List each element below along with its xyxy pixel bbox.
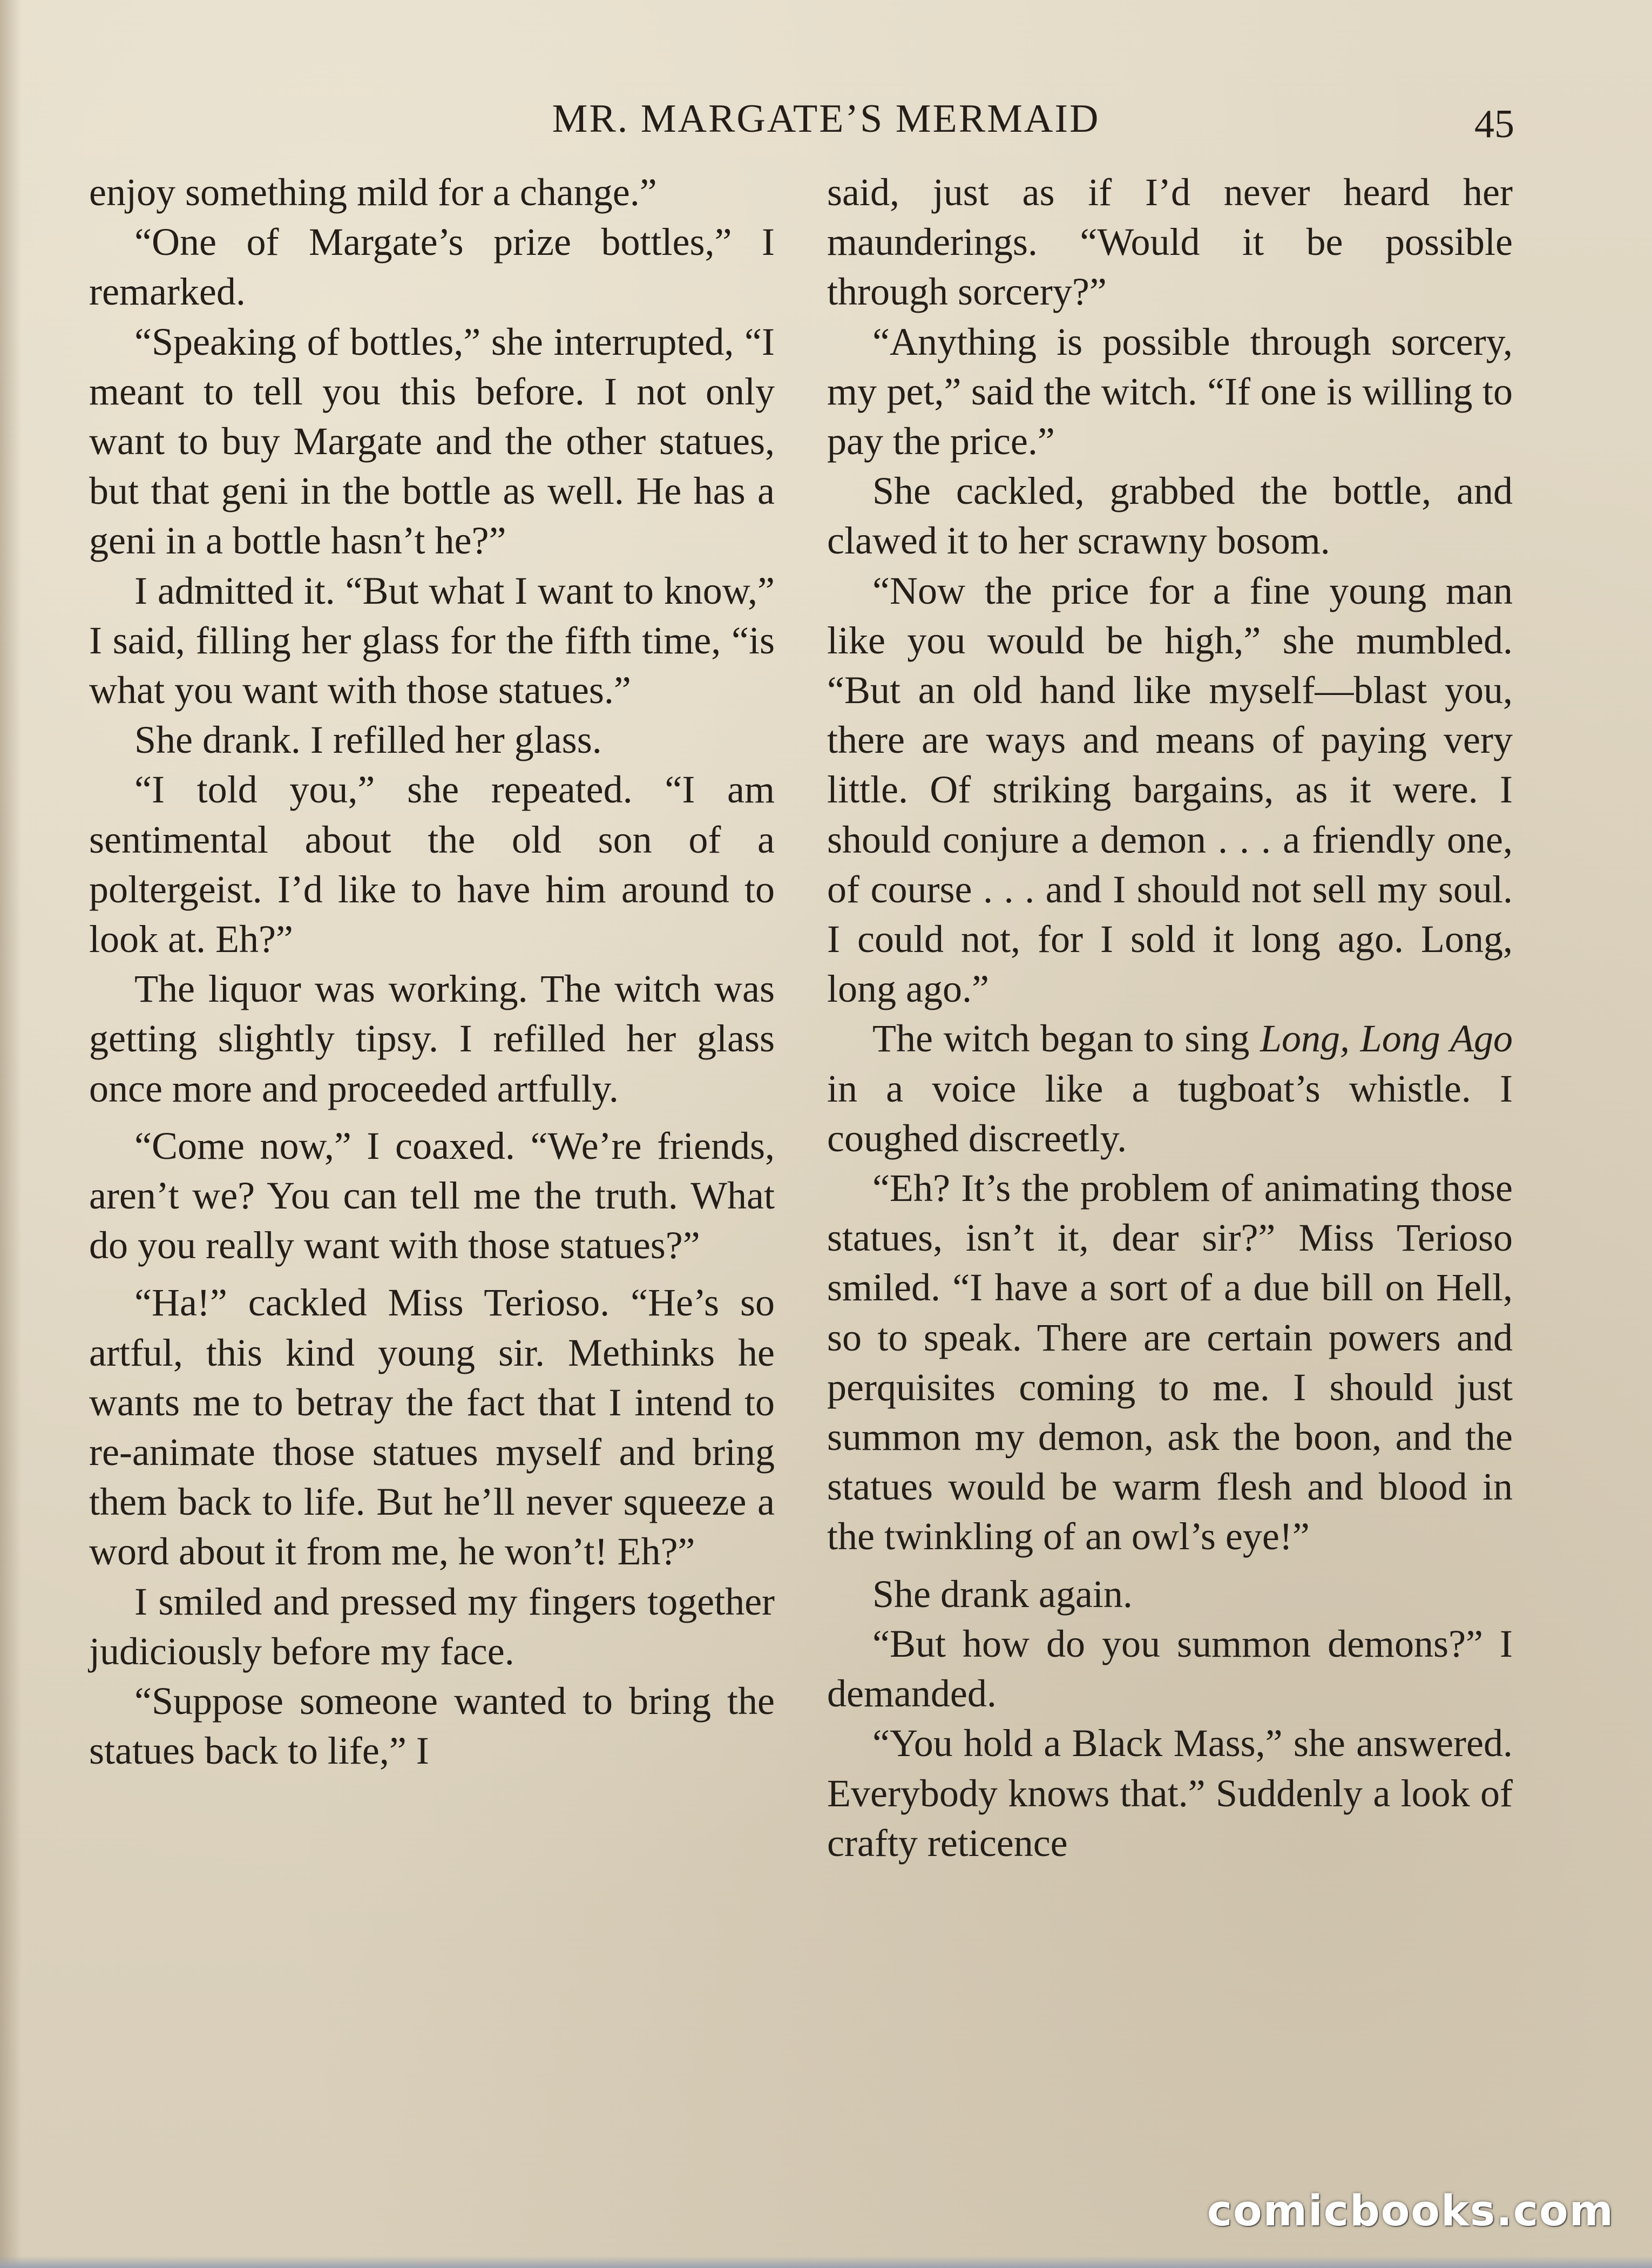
song-title: Long, Long Ago <box>1260 1017 1513 1061</box>
paragraph: “I told you,” she repeated. “I am sentimental about the old son of a poltergeist. I’d like to have him around to look at. Eh?” <box>89 768 775 961</box>
paragraph-with-italic-title <box>827 1014 1513 1163</box>
paragraph: I admitted it. “But what I want to know,” I said, filling her glass for the fifth time, “is what you want with those statues.” <box>89 569 775 712</box>
text-column-left <box>89 167 775 1776</box>
paragraph: “Suppose someone wanted to bring the statues back to life,” I <box>89 1679 775 1773</box>
paragraph: “Anything is possible through sorcery, my pet,” said the witch. “If one is willing to pay the price.” <box>827 320 1513 463</box>
running-title: MR. MARGATE’S MERMAID <box>552 97 1100 141</box>
paragraph: “Eh? It’s the problem of animating those statues, isn’t it, dear sir?” Miss Terioso smiled. “I have a sort of a due bill on Hell, so to speak. There are certain powers and perquisites coming to me. I should just summon my demon, ask the boon, and the statues would be warm flesh and blood in the twinkling of an owl’s eye!” <box>827 1166 1513 1558</box>
paragraph: “One of Margate’s prize bottles,” I remarked. <box>89 220 775 314</box>
page-edge-shadow <box>0 0 22 2268</box>
paragraph-text: in a voice like a tugboat’s whistle. I coughed discreetly. <box>827 1066 1513 1160</box>
page-header <box>0 89 1652 148</box>
paragraph-text: The witch began to sing <box>872 1017 1250 1061</box>
paragraph: said, just as if I’d never heard her maunderings. “Would it be possible through sorcery?” <box>827 171 1513 314</box>
paragraph: She drank. I refilled her glass. <box>134 718 602 762</box>
paragraph: The liquor was working. The witch was getting slightly tipsy. I refilled her glass once more and proceeded artfully. <box>89 967 775 1110</box>
text-column-right <box>827 167 1513 1868</box>
page-edge-bottom <box>0 2256 1652 2268</box>
paragraph: She cackled, grabbed the bottle, and clawed it to her scrawny bosom. <box>827 469 1513 563</box>
paragraph: “But how do you summon demons?” I demanded. <box>827 1622 1513 1716</box>
paragraph: “Ha!” cackled Miss Terioso. “He’s so artful, this kind young sir. Methinks he wants me to betray the fact that I intend to re-animate those statues myself and bring them back to life. But he’ll never squeeze a word about it from me, he won’t! Eh?” <box>89 1281 775 1574</box>
paragraph: I smiled and pressed my fingers together judiciously before my face. <box>89 1580 775 1673</box>
paragraph: “Now the price for a fine young man like you would be high,” she mumbled. “But an old hand like myself—blast you, there are ways and means of paying very little. Of striking bargains, as it were. I should conjure a demon . . . a friendly one, of course . . . and I should not sell my soul. I could not, for I sold it long ago. Long, long ago.” <box>827 569 1513 1011</box>
paragraph: She drank again. <box>872 1572 1133 1616</box>
paragraph: enjoy something mild for a change.” <box>89 171 657 214</box>
page-number: 45 <box>1474 102 1514 146</box>
paragraph: “Come now,” I coaxed. “We’re friends, aren’t we? You can tell me the truth. What do you really want with those statues?” <box>89 1124 775 1267</box>
paragraph: “Speaking of bottles,” she interrupted, “I meant to tell you this before. I not only want to buy Margate and the other statues, but that geni in the bottle as well. He has a geni in a bottle hasn’t he?” <box>89 320 775 563</box>
paragraph: “You hold a Black Mass,” she answered. Everybody knows that.” Suddenly a look of crafty reticence <box>827 1722 1513 1865</box>
watermark-logo: comicbooks.com <box>1207 2187 1614 2236</box>
